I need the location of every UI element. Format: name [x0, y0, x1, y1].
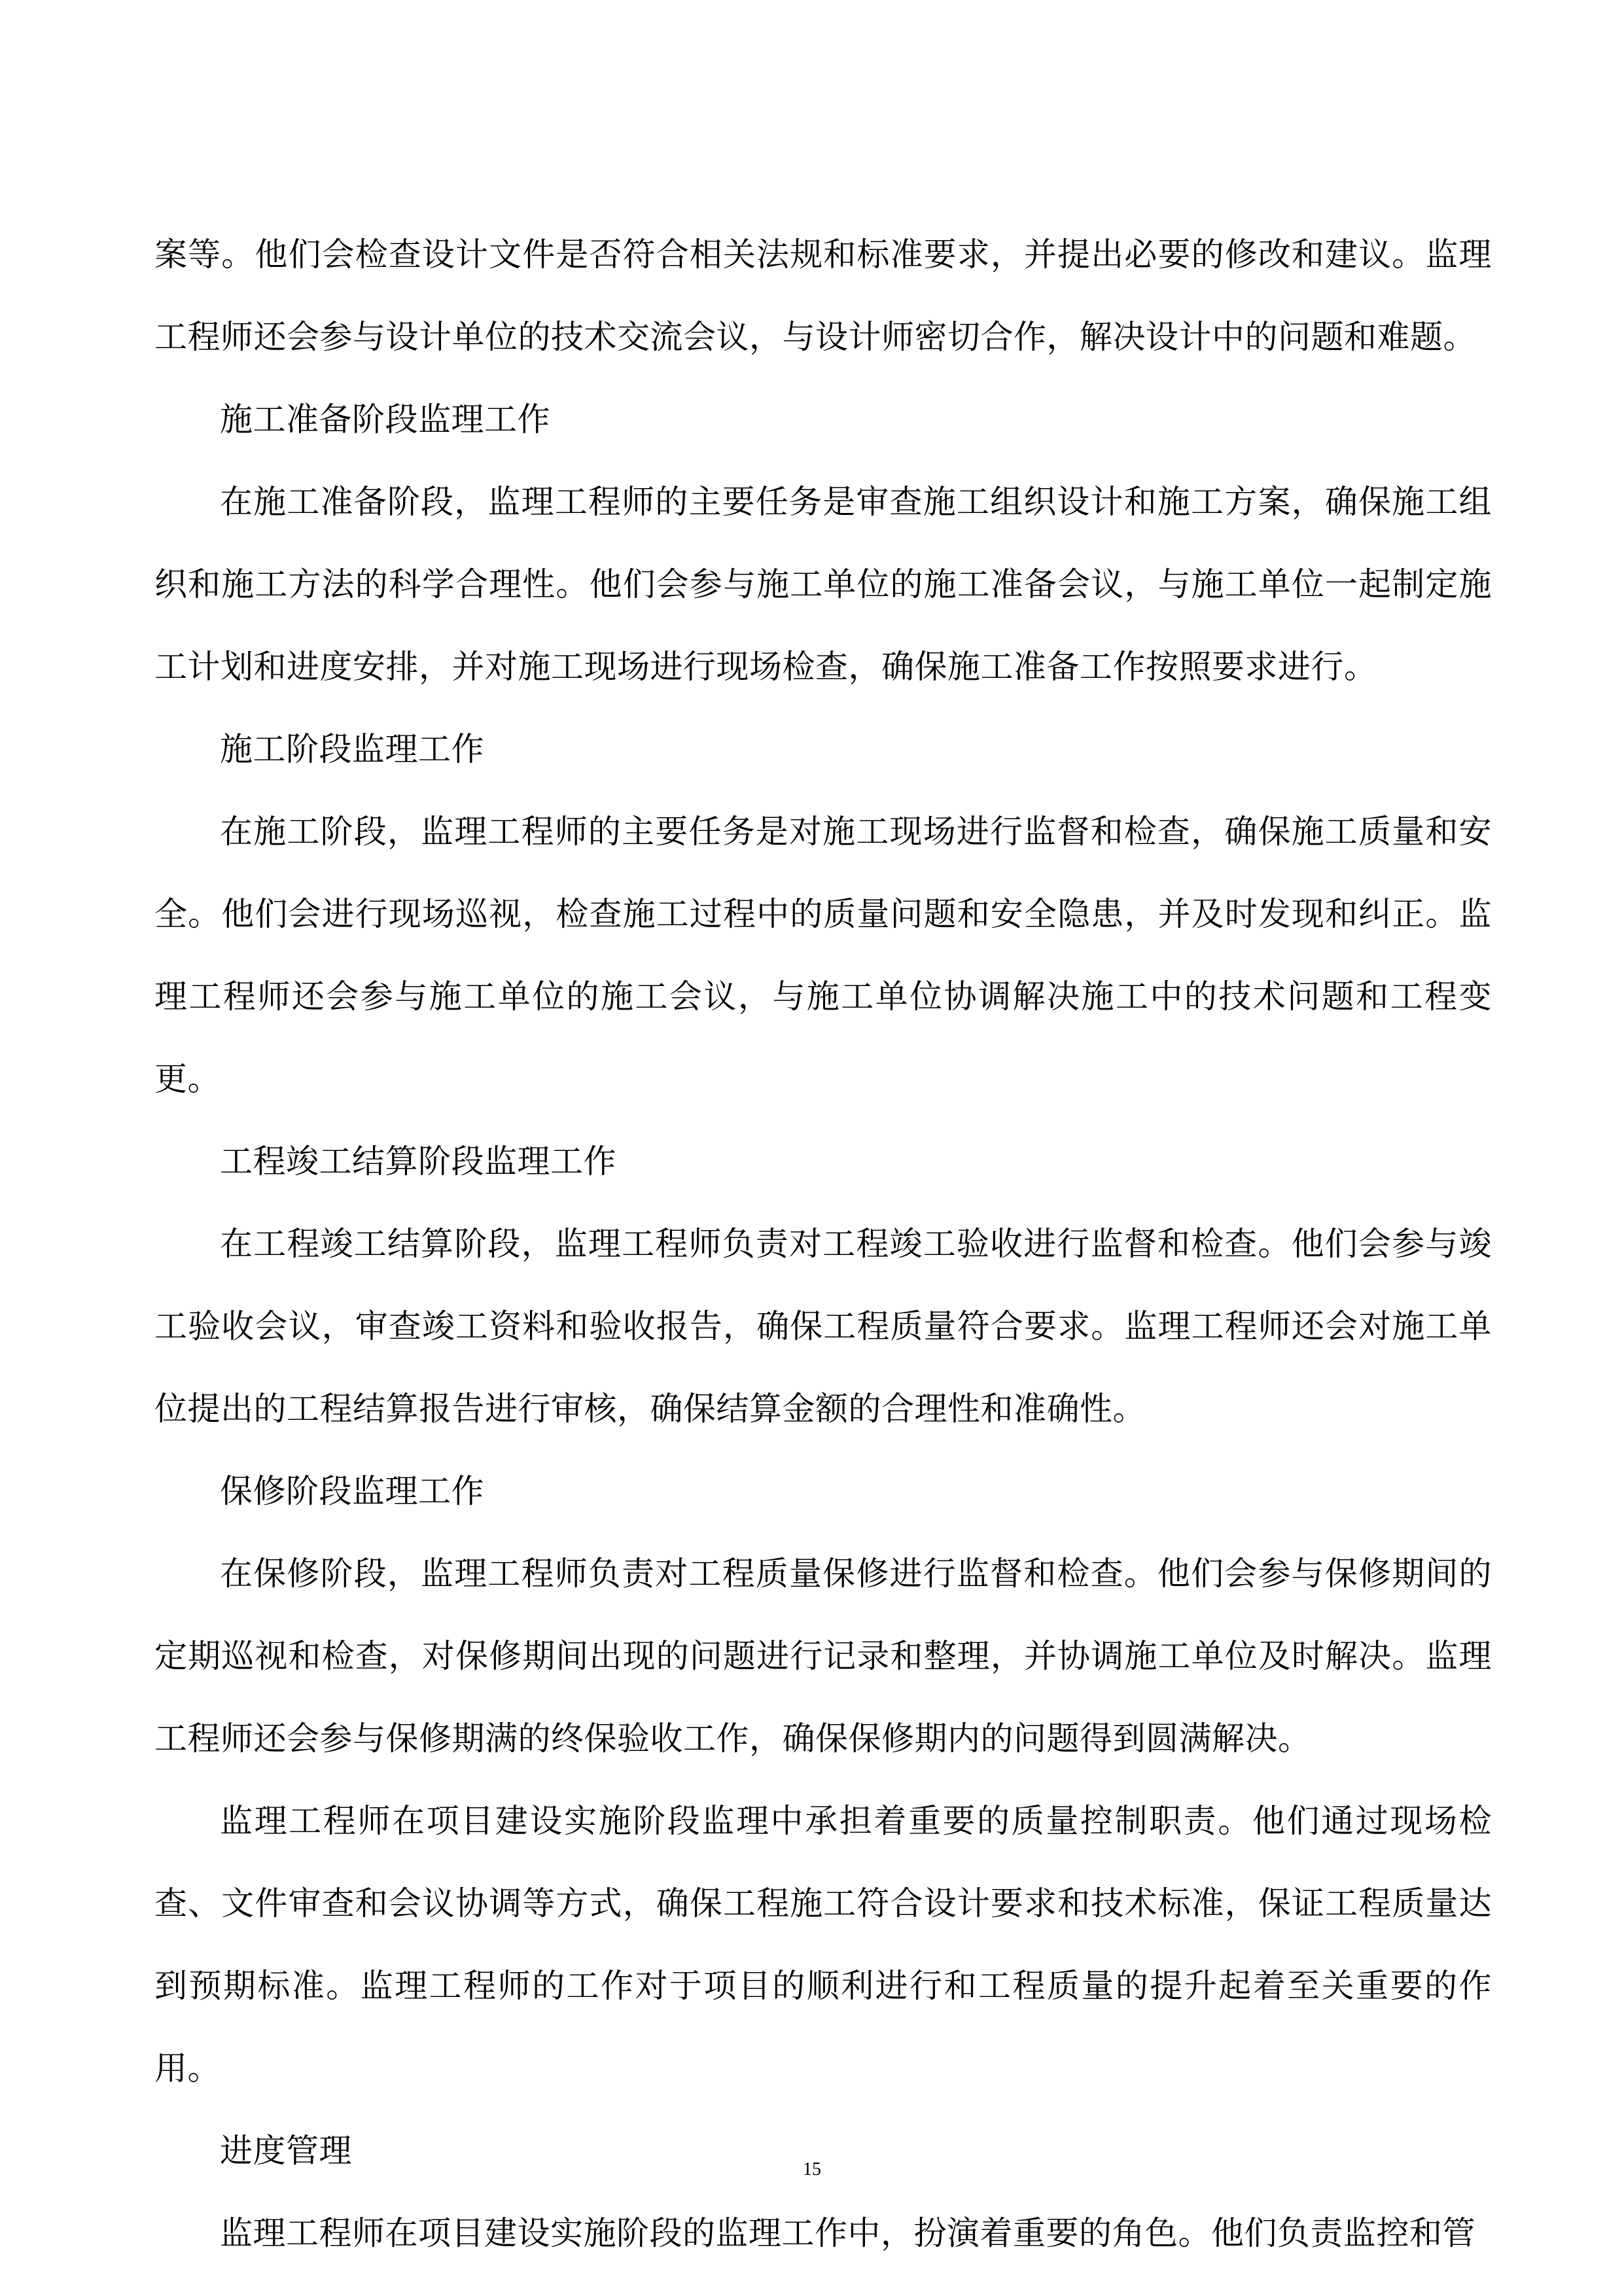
paragraph-warranty: 在保修阶段，监理工程师负责对工程质量保修进行监督和检查。他们会参与保修期间的定期巡视和检查，对保修期间出现的问题进行记录和整理，并协调施工单位及时解决。监理工程师还会参与保修期满的终保验收工作，确保保修期内的问题得到圆满解决。 — [154, 1555, 1492, 1757]
paragraph-construction-prep: 在施工准备阶段，监理工程师的主要任务是审查施工组织设计和施工方案，确保施工组织和施工方法的科学合理性。他们会参与施工单位的施工准备会议，与施工单位一起制定施工计划和进度安排，并对施工现场进行现场检查，确保施工准备工作按照要求进行。 — [154, 483, 1492, 686]
section-heading-completion-settlement: 工程竣工结算阶段监理工作 — [220, 1142, 616, 1180]
paragraph-completion-settlement: 在工程竣工结算阶段，监理工程师负责对工程竣工验收进行监督和检查。他们会参与竣工验收会议，审查竣工资料和验收报告，确保工程质量符合要求。监理工程师还会对施工单位提出的工程结算报告进行审核，确保结算金额的合理性和准确性。 — [154, 1225, 1492, 1428]
paragraph-continuation: 案等。他们会检查设计文件是否符合相关法规和标准要求，并提出必要的修改和建议。监理工程师还会参与设计单位的技术交流会议，与设计师密切合作，解决设计中的问题和难题。 — [154, 236, 1492, 356]
page-number: 15 — [803, 2159, 821, 2180]
section-heading-construction-prep: 施工准备阶段监理工作 — [220, 400, 550, 438]
section-heading-schedule-management: 进度管理 — [220, 2132, 352, 2170]
section-heading-warranty: 保修阶段监理工作 — [220, 1472, 484, 1510]
paragraph-construction: 在施工阶段，监理工程师的主要任务是对施工现场进行监督和检查，确保施工质量和安全。他们会进行现场巡视，检查施工过程中的质量问题和安全隐患，并及时发现和纠正。监理工程师还会参与施工单位的施工会议，与施工单位协调解决施工中的技术问题和工程变更。 — [154, 813, 1492, 1098]
paragraph-quality-summary: 监理工程师在项目建设实施阶段监理中承担着重要的质量控制职责。他们通过现场检查、文件审查和会议协调等方式，确保工程施工符合设计要求和技术标准，保证工程质量达到预期标准。监理工程师的工作对于项目的顺利进行和工程质量的提升起着至关重要的作用。 — [154, 1802, 1492, 2087]
section-heading-construction: 施工阶段监理工作 — [220, 730, 484, 768]
paragraph-schedule-management: 监理工程师在项目建设实施阶段的监理工作中，扮演着重要的角色。他们负责监控和管 — [220, 2214, 1475, 2252]
body-text — [154, 213, 1492, 2274]
